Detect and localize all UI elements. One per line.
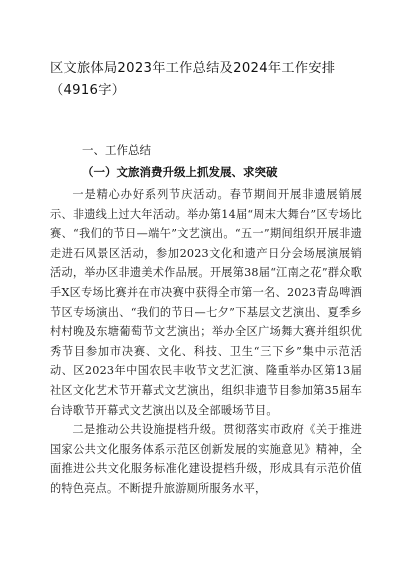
sub-heading: （一）文旅消费升级上抓发展、求突破 — [82, 165, 278, 179]
paragraph: 二是推动公共设施提档升级。贯彻落实市政府《关于推进国家公共文化服务体系示范区创新发展的实施意见》精神，全面推进公共文化服务标准化建设提档升级，形成具有示范价值的特色亮点。不断提升旅游厕所服务水平， — [50, 423, 362, 495]
section-heading: 一、工作总结 — [82, 143, 151, 157]
body-text — [50, 185, 362, 499]
document-title: 区文旅体局2023年工作总结及2024年工作安排（4916字） — [50, 61, 336, 98]
paragraph: 一是精心办好系列节庆活动。春节期间开展非遗展销展示、非遗线上过大年活动。举办第14届“周末大舞台”区专场比赛、“我们的节日—端午”文艺演出。“五一”期间组织开展非遗走进石风景区活动，参加2023文化和遗产日分会场展演展销活动，举办区非遗美术作品展。开展第38届“江南之花”群众歌手X区专场比赛并在市决赛中获得全市第一名、2023青岛啤酒节区专场演出、“我们的节日—七夕”下基层文艺演出、夏季乡村村晚及东塘葡萄节文艺演出；举办全区广场舞大赛并组织优秀节目参加市决赛、文化、科技、卫生“三下乡”集中示范活动、区2023年中国农民丰收节文艺汇演、隆重举办区第13届社区文化艺术节开幕式文艺演出，组织非遗节目参加第35届车台诗歌节开幕式文艺演出以及全部暖场节目。 — [50, 188, 362, 417]
